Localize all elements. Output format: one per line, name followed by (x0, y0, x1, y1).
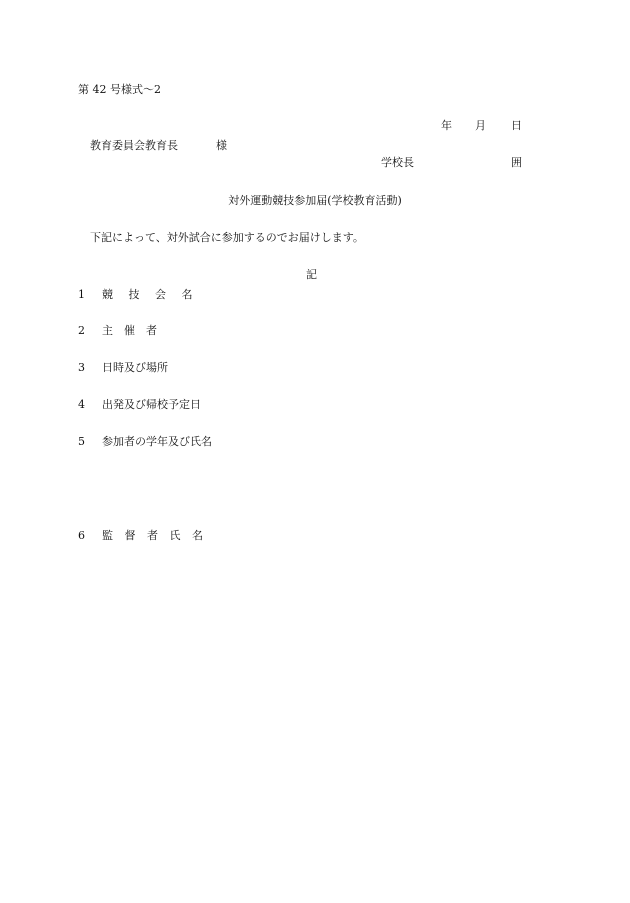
item-label: 出発及び帰校予定日 (102, 398, 201, 411)
list-item (78, 362, 168, 373)
list-item (78, 530, 207, 541)
item-number: 3 (78, 361, 85, 374)
list-item (78, 399, 201, 410)
item-label: 監 督 者 氏 名 (102, 529, 207, 542)
item-number: 6 (78, 529, 85, 542)
list-item (78, 436, 212, 447)
principal-label: 学校長 (381, 156, 414, 169)
item-number: 2 (78, 324, 85, 337)
item-number: 5 (78, 435, 85, 448)
item-label: 参加者の学年及び氏名 (102, 435, 212, 448)
form-number: 第 42 号様式〜2 (78, 83, 161, 96)
item-label: 競 技 会 名 (102, 288, 199, 301)
item-label: 主 催 者 (102, 324, 157, 337)
item-number: 4 (78, 398, 85, 411)
item-number: 1 (78, 288, 85, 301)
item-label: 日時及び場所 (102, 361, 168, 374)
intro-text: 下記によって、対外試合に参加するのでお届けします。 (90, 231, 364, 244)
date-line (441, 120, 522, 131)
addressee (90, 140, 227, 151)
date-day-label: 日 (511, 119, 522, 132)
seal-mark: 囲 (511, 156, 522, 169)
document-title: 対外運動競技参加届(学校教育活動) (228, 194, 402, 207)
list-item (78, 289, 199, 300)
list-item (78, 325, 157, 336)
addressee-title: 教育委員会教育長 (90, 139, 178, 152)
addressee-honorific: 様 (216, 139, 227, 152)
date-month-label: 月 (475, 119, 486, 132)
ki-heading: 記 (306, 268, 317, 281)
date-year-label: 年 (441, 119, 452, 132)
